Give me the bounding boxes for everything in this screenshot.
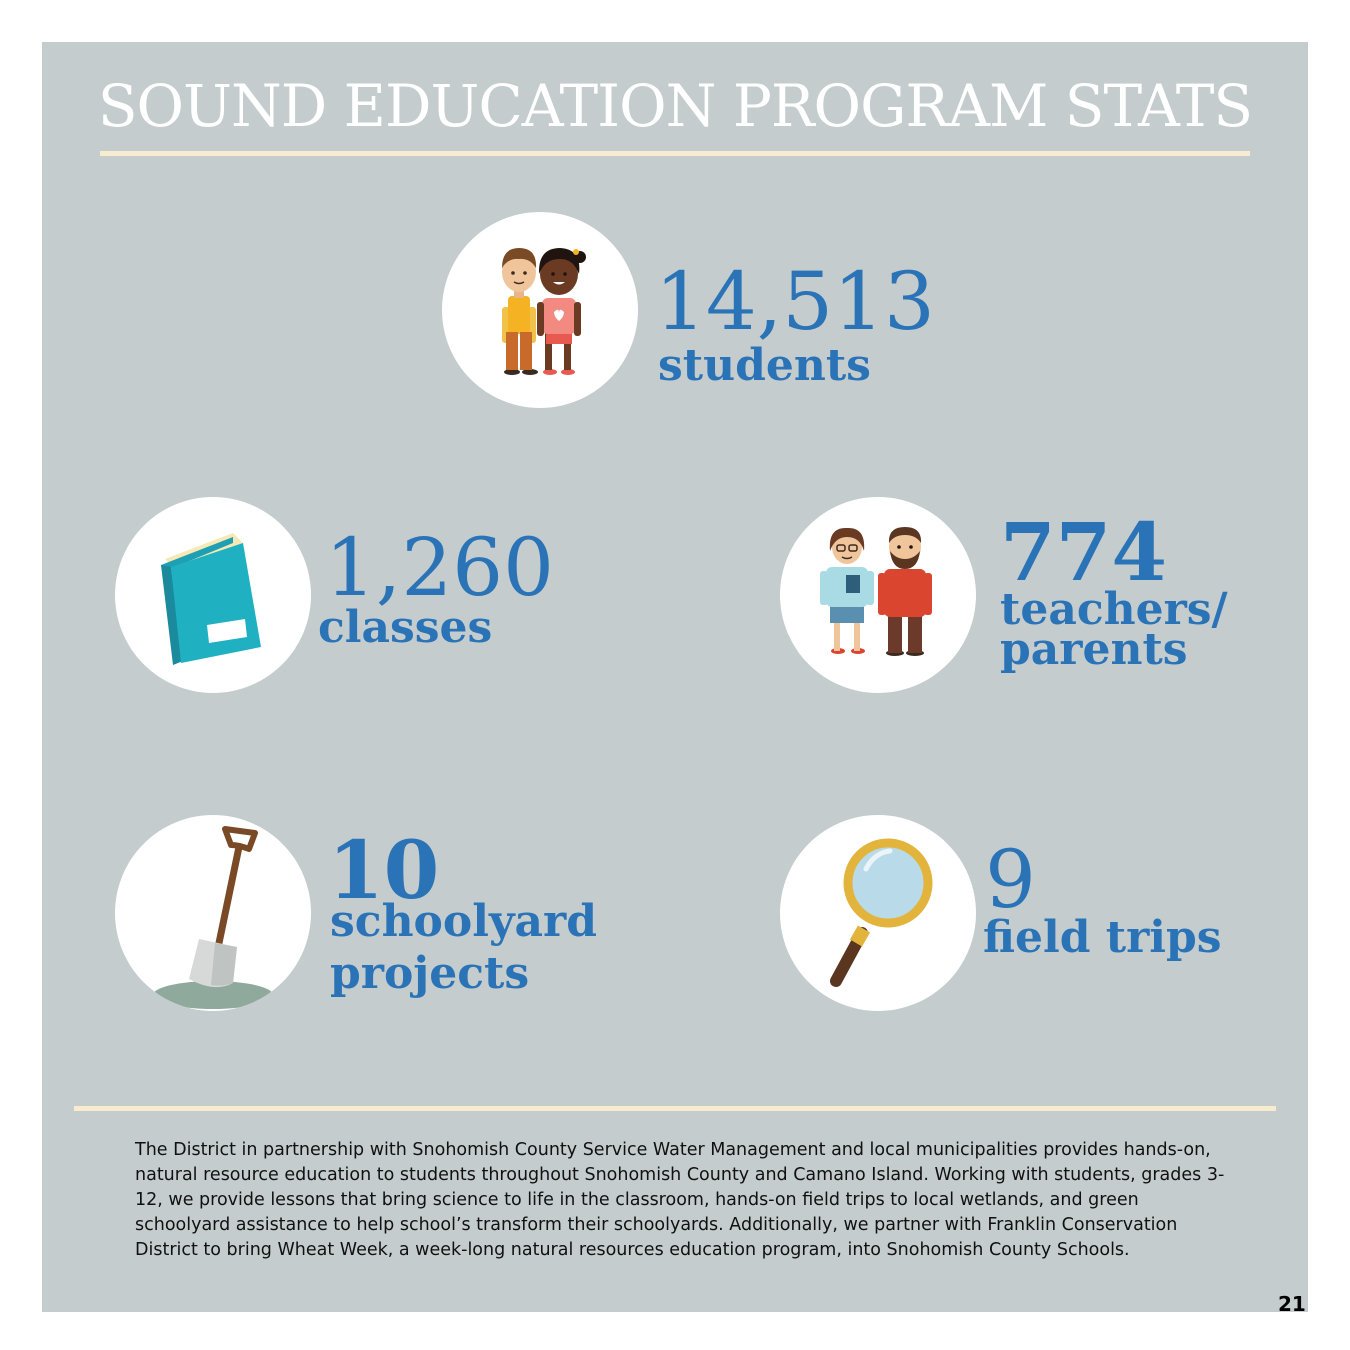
footer-divider xyxy=(74,1106,1276,1111)
teachers-label-line1: teachers/ xyxy=(1000,584,1228,635)
students-count: 14,513 xyxy=(655,255,935,348)
students-label: students xyxy=(658,340,871,391)
shovel-icon xyxy=(115,815,311,1011)
classes-count: 1,260 xyxy=(325,521,555,614)
field-trips-label: field trips xyxy=(983,912,1222,963)
teachers-label-line2: parents xyxy=(1000,624,1188,675)
program-description: The District in partnership with Snohomish County Service Water Management and local municipalities provides hands-on, natural resource education to students throughout Snohomish County and Camano Island. Working with students, grades 3-12, we provide lessons that bring science to life in the classroom, hands-on field trips to local wetlands, and green schoolyard assistance to help school’s transform their schoolyards. Additionally, we partner with Franklin Conservation District to bring Wheat Week, a week-long natural resources education program, into Snohomish County Schools. xyxy=(135,1140,1225,1260)
projects-label-line1: schoolyard xyxy=(330,896,597,947)
classes-label: classes xyxy=(318,602,493,653)
projects-count: 10 xyxy=(328,823,440,917)
magnifier-icon xyxy=(780,815,976,1011)
projects-label-line2: projects xyxy=(330,948,530,999)
title-underline xyxy=(100,151,1250,156)
teachers-count: 774 xyxy=(1000,505,1167,599)
field-trips-count: 9 xyxy=(985,833,1036,926)
students-icon xyxy=(442,212,638,408)
teachers-icon xyxy=(780,497,976,693)
page-title: SOUND EDUCATION PROGRAM STATS xyxy=(97,72,1253,140)
page-number: 21 xyxy=(1278,1292,1306,1316)
book-icon xyxy=(115,497,311,693)
